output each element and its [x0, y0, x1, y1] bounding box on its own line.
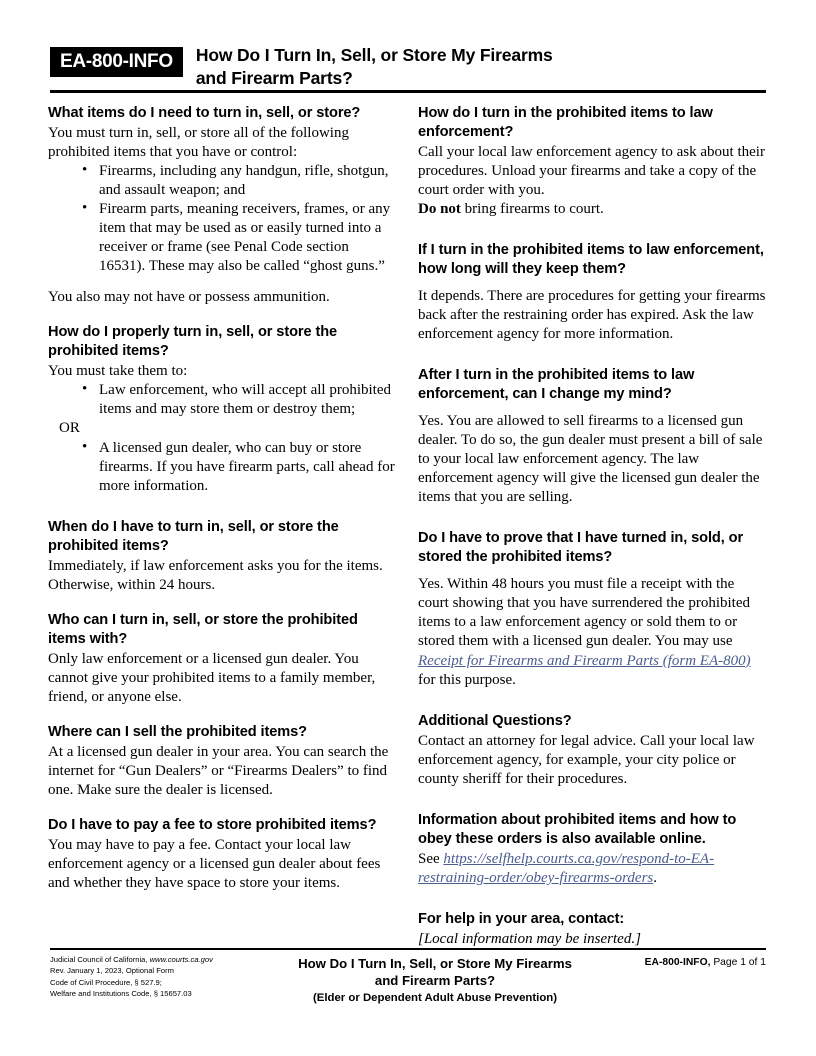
section-prove-turned-in [418, 529, 766, 689]
list-item: • A licensed gun dealer, who can buy or store firearms. If you have firearm parts, call ahead for more information. [82, 439, 396, 496]
list-item: • Firearms, including any handgun, rifle, shotgun, and assault weapon; and [82, 162, 396, 200]
section-heading: What items do I need to turn in, sell, or store? [48, 105, 361, 121]
footer-line-ccp: Code of Civil Procedure, § 527.9; [50, 977, 162, 987]
section-heading: Additional Questions? [418, 712, 572, 729]
section-closing: You also may not have or possess ammunition. [48, 289, 330, 306]
body-before-link: Yes. Within 48 hours you must file a receipt with the court showing that you have surrendered the prohibited items to a law enforcement agency or sold them to or stored them with a licensed gun dealer. You may use [418, 576, 750, 650]
footer-council-url: www.courts.ca.gov [149, 955, 213, 964]
section-body: You must take them to: [48, 363, 188, 380]
section-body: Immediately, if law enforcement asks you for the items. Otherwise, within 24 hours. [48, 557, 383, 593]
section-how-properly [48, 323, 396, 495]
section-heading: How do I properly turn in, sell, or store the prohibited items? [48, 324, 338, 360]
section-heading: If I turn in the prohibited items to law enforcement, how long will they keep them? [418, 242, 764, 278]
local-info-placeholder: [Local information may be inserted.] [418, 930, 641, 947]
right-column [418, 104, 766, 965]
section-body: It depends. There are procedures for getting your firearms back after the restraining order has expired. Ask the law enforcement agency for more information. [418, 288, 766, 343]
footer-divider [50, 948, 766, 950]
section-online-info [418, 811, 766, 888]
section-heading: For help in your area, contact: [418, 910, 625, 927]
section-body: Contact an attorney for legal advice. Call your local law enforcement agency, for example, your city police or county sheriff for their procedures. [418, 732, 755, 787]
section-body [418, 575, 766, 689]
header-divider [50, 90, 766, 93]
list-item: • Firearm parts, meaning receivers, frames, or any item that may be used as or easily turned into a receiver or frame (see Penal Code section 16531). These may also be called “ghost guns.” [82, 200, 396, 276]
section-fee [48, 816, 396, 893]
footer-citations [50, 954, 265, 1000]
section-how-long-keep [418, 241, 766, 344]
section-heading: Do I have to pay a fee to store prohibited items? [48, 816, 377, 833]
footer-page-number: Page 1 of 1 [710, 957, 766, 968]
section-how-turn-in-le [418, 104, 766, 219]
section-heading: How do I turn in the prohibited items to law enforcement? [418, 105, 713, 140]
footer-title-line1: How Do I Turn In, Sell, or Store My Firearms [298, 956, 572, 971]
footer-form-number: EA-800-INFO, [644, 957, 711, 968]
page-title-line1: How Do I Turn In, Sell, or Store My Firearms [195, 45, 553, 65]
section-body: You may have to pay a fee. Contact your local law enforcement agency or a licensed gun dealer about fees and whether they have space to store your items. [48, 836, 381, 891]
warning-rest: bring firearms to court. [460, 201, 604, 218]
body-before-link: See [418, 850, 444, 867]
section-body: Only law enforcement or a licensed gun dealer. You cannot give your prohibited items to a family member, friend, or anyone else. [48, 650, 376, 705]
prohibited-items-list [48, 162, 396, 276]
section-who-with [48, 611, 396, 707]
page-title-line2: and Firearm Parts? [195, 68, 353, 89]
form-number-badge: EA-800-INFO [50, 47, 183, 77]
document-footer [50, 954, 766, 1024]
section-body: At a licensed gun dealer in your area. You can search the internet for “Gun Dealers” or “Firearms Dealers” to find one. Make sure the dealer is licensed. [48, 743, 389, 798]
footer-line-council [50, 954, 265, 965]
section-where-sell [48, 723, 396, 800]
section-body: Yes. You are allowed to sell firearms to a licensed gun dealer. To do so, the gun dealer must present a bill of sale to your local law enforcement agency. The law enforcement agency will give the licensed gun dealer the items that you are selling. [418, 413, 763, 506]
section-when [48, 518, 396, 595]
footer-page-info [645, 957, 766, 968]
document-header [50, 44, 766, 90]
turn-in-options-list-second [48, 439, 396, 496]
left-column [48, 104, 396, 909]
section-body: You must turn in, sell, or store all of the following prohibited items that you have or control: [48, 124, 349, 161]
or-label: OR [59, 420, 80, 437]
section-body: Call your local law enforcement agency to ask about their procedures. Unload your firearms and take a copy of the court order with you. [418, 143, 765, 199]
section-change-mind [418, 366, 766, 507]
receipt-form-link[interactable]: Receipt for Firearms and Firearm Parts (form EA-800) [418, 652, 751, 669]
body-after-link: for this purpose. [418, 671, 516, 688]
header-row [50, 44, 766, 90]
footer-title-line2: and Firearm Parts? [374, 972, 496, 988]
body-after-link: . [653, 869, 658, 886]
section-additional-questions [418, 712, 766, 789]
selfhelp-url-link[interactable]: https://selfhelp.courts.ca.gov/respond-to-EA-restraining-order/obey-firearms-orders [418, 850, 715, 886]
section-heading: When do I have to turn in, sell, or store the prohibited items? [48, 518, 339, 554]
section-heading: Who can I turn in, sell, or store the prohibited items with? [48, 611, 358, 647]
footer-title-subtitle: (Elder or Dependent Adult Abuse Prevention) [312, 991, 558, 1004]
section-local-help [418, 910, 766, 949]
section-warning [418, 200, 766, 219]
list-item: • Law enforcement, who will accept all prohibited items and may store them or destroy them; [82, 381, 396, 419]
footer-line-wic: Welfare and Institutions Code, § 15657.03 [50, 989, 192, 999]
section-heading: Do I have to prove that I have turned in, sold, or stored the prohibited items? [418, 530, 744, 566]
footer-line-revision: Rev. January 1, 2023, Optional Form [50, 966, 174, 976]
section-heading: Information about prohibited items and how to obey these orders is also available online. [418, 811, 737, 847]
turn-in-options-list-first [48, 381, 396, 419]
section-what-items [48, 104, 396, 307]
warning-bold: Do not [418, 201, 461, 218]
section-heading: After I turn in the prohibited items to law enforcement, can I change my mind? [418, 367, 695, 403]
footer-council-text: Judicial Council of California, [50, 955, 150, 964]
section-body [418, 850, 766, 888]
section-heading: Where can I sell the prohibited items? [48, 723, 307, 740]
footer-title [255, 956, 615, 1005]
page-title [196, 44, 553, 90]
